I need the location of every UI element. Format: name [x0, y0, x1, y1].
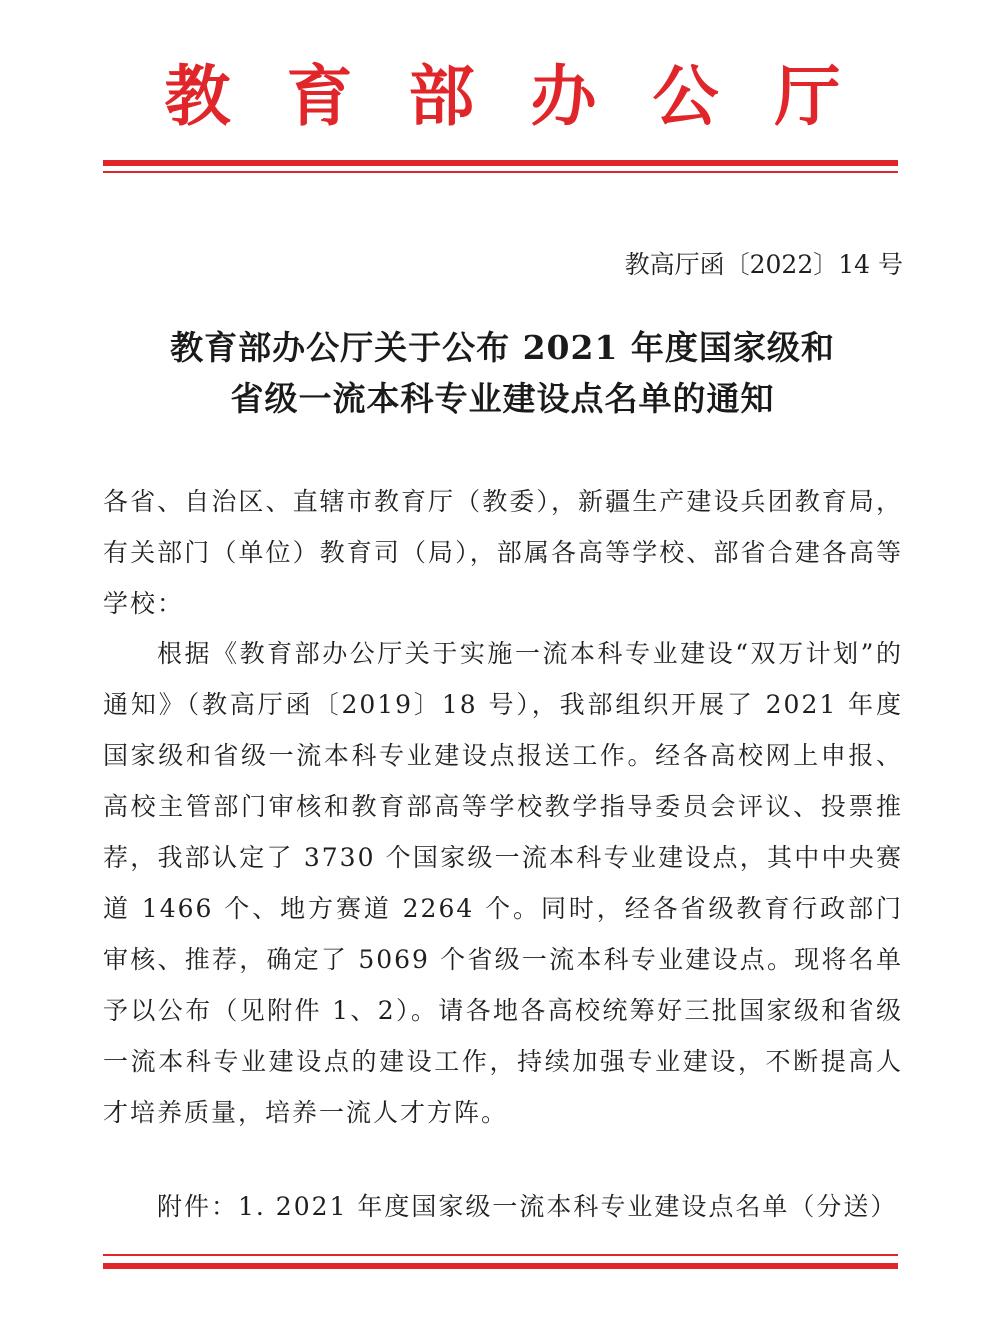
addressee-paragraph: 各省、自治区、直辖市教育厅（教委），新疆生产建设兵团教育局，有关部门（单位）教育司（局），部属各高等学校、部省合建各高等学校：: [103, 487, 903, 618]
footer-divider-thin: [103, 1254, 898, 1256]
body-paragraph: 根据《教育部办公厅关于实施一流本科专业建设“双万计划”的通知》（教高厅函〔2019〕18 号），我部组织开展了 2021 年度国家级和省级一流本科专业建设点报送工作。经各高校网上申报、高校主管部门审核和教育部高等学校教学指导委员会评议、投票推荐，我部认定了 3730 个国家级一流本科专业建设点，其中中央赛道 1466 个、地方赛道 2264 个。同时，经各省级教育行政部门审核、推荐，确定了 5069 个省级一流本科专业建设点。现将名单予以公布（见附件 1、2）。请各地各高校统筹好三批国家级和省级一流本科专业建设点的建设工作，持续加强专业建设，不断提高人才培养质量，培养一流人才方阵。: [103, 639, 903, 1127]
letterhead-title: 教育部办公厅: [164, 58, 897, 135]
letterhead-divider-thin: [103, 171, 898, 173]
footer-divider-thick: [103, 1263, 898, 1269]
document-title-line-1: 教育部办公厅关于公布 2021 年度国家级和: [170, 328, 835, 367]
document-number: 教高厅函〔2022〕14 号: [624, 250, 903, 279]
document-title: [100, 322, 905, 424]
attachment-line: 附件：1. 2021 年度国家级一流本科专业建设点名单（分送）: [157, 1192, 898, 1221]
letterhead-divider-thick: [103, 160, 898, 166]
document-title-line-2: 省级一流本科专业建设点名单的通知: [230, 379, 775, 418]
